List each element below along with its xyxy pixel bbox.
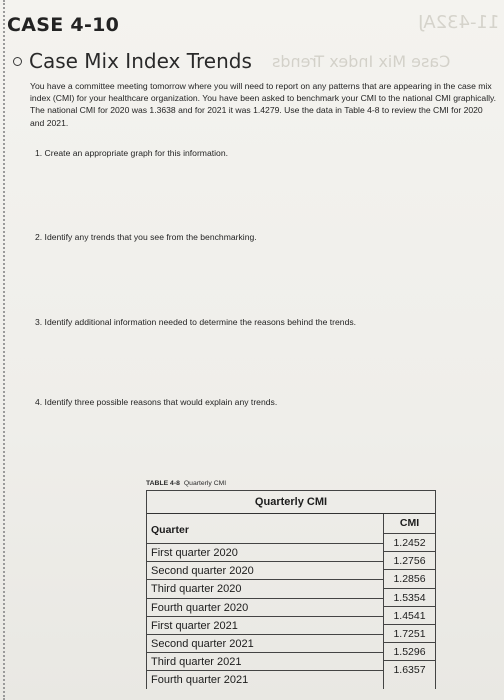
table-row-cmi: 1.6357 — [384, 660, 435, 678]
question-4: 4. Identify three possible reasons that would explain any trends. — [35, 397, 278, 407]
question-1: 1. Create an appropriate graph for this information. — [35, 148, 228, 158]
table-caption — [146, 480, 226, 487]
bullet-ring-icon — [13, 57, 22, 66]
case-label: CASE 4-10 — [7, 14, 120, 36]
case-title: Case Mix Index Trends — [29, 49, 252, 73]
table-row-cmi: 1.4541 — [384, 606, 435, 624]
table-body — [147, 514, 435, 689]
table-row-cmi: 1.2452 — [384, 533, 435, 551]
table-row-cmi: 1.5354 — [384, 588, 435, 606]
bleed-through-title: Case Mix Index Trends — [272, 52, 451, 71]
table-row-quarter: Second quarter 2020 — [147, 561, 383, 579]
table-row-cmi: 1.2856 — [384, 569, 435, 587]
table-row-quarter: Fourth quarter 2021 — [147, 670, 383, 688]
table-row-quarter: Fourth quarter 2020 — [147, 598, 383, 616]
table-caption-title: Quarterly CMI — [183, 480, 227, 487]
cmi-table — [146, 490, 436, 689]
table-caption-number: TABLE 4-8 — [146, 480, 180, 487]
table-heading: Quarterly CMI — [147, 491, 435, 514]
bleed-through-label: 11-432AJ — [418, 12, 500, 33]
question-2: 2. Identify any trends that you see from the benchmarking. — [35, 232, 257, 242]
question-3: 3. Identify additional information needed to determine the reasons behind the trends. — [35, 317, 357, 327]
table-row-cmi: 1.2756 — [384, 551, 435, 569]
table-row-cmi: 1.5296 — [384, 642, 435, 660]
quarter-column — [147, 514, 383, 689]
table-row-quarter: First quarter 2021 — [147, 616, 383, 634]
table-row-quarter: Third quarter 2020 — [147, 579, 383, 597]
intro-paragraph: You have a committee meeting tomorrow where you will need to report on any patterns that are appearing in the case mix index (CMI) for your healthcare organization. You have been asked to benchmark your CMI to the national CMI graphically. The national CMI for 2020 was 1.3638 and for 2021 it was 1.4279. Use the data in Table 4-8 to review the CMI for 2020 and 2021. — [30, 81, 497, 128]
table-row-quarter: Third quarter 2021 — [147, 652, 383, 670]
table-row-quarter: Second quarter 2021 — [147, 634, 383, 652]
table-row-quarter: First quarter 2020 — [147, 543, 383, 561]
quarter-column-header: Quarter — [151, 524, 189, 536]
binding-edge — [3, 0, 8, 700]
table-row-cmi: 1.7251 — [384, 624, 435, 642]
cmi-column — [383, 514, 435, 689]
cmi-column-header: CMI — [399, 517, 420, 529]
